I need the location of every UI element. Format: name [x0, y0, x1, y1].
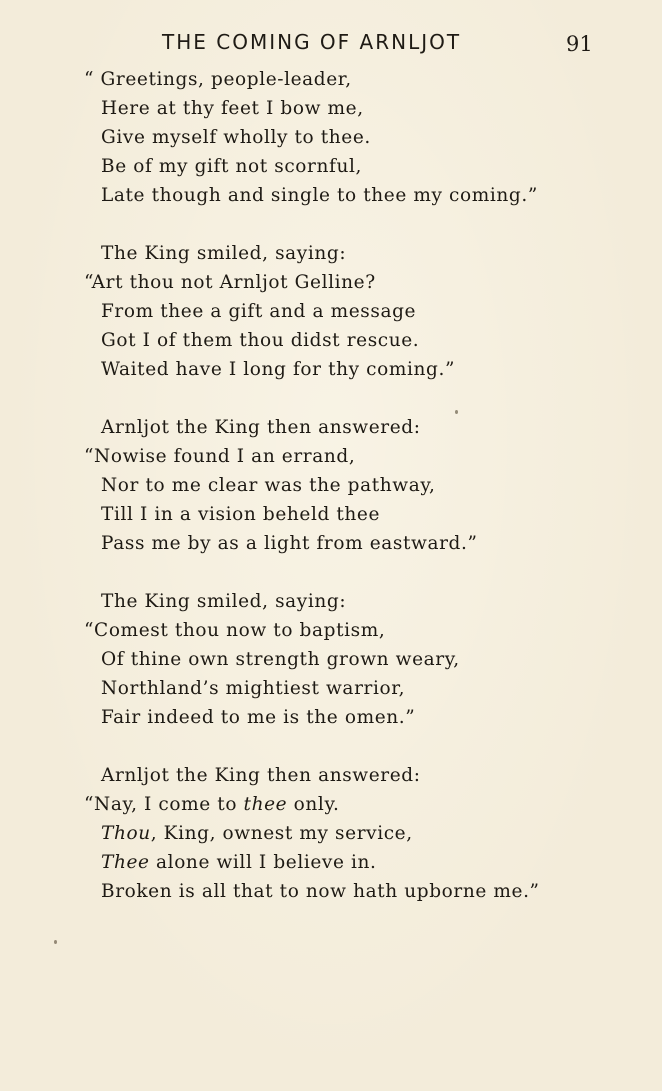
- verse-text: From thee a gift and a message: [101, 301, 417, 322]
- stanza: [0, 239, 662, 384]
- verse-text: Arnljot the King then answered:: [101, 417, 421, 438]
- verse-line: [0, 877, 662, 906]
- verse-line: [0, 616, 662, 645]
- verse-text: Be of my gift not scornful,: [101, 156, 362, 177]
- verse-text: Nor to me clear was the pathway,: [101, 475, 436, 496]
- verse-text: Late though and single to thee my coming.”: [101, 185, 538, 206]
- verse-line: [0, 239, 662, 268]
- verse-line: [0, 645, 662, 674]
- verse-text: “Nay, I come to: [84, 794, 244, 815]
- verse-line: [0, 65, 662, 94]
- verse-line: [0, 500, 662, 529]
- verse-text: only.: [287, 794, 340, 815]
- verse-text: Here at thy feet I bow me,: [101, 98, 364, 119]
- running-title: THE COMING OF ARNLJOT: [162, 30, 462, 54]
- verse-line: [0, 819, 662, 848]
- verse-line: [0, 587, 662, 616]
- verse-text: Broken is all that to now hath upborne me.”: [101, 881, 540, 902]
- running-head: [0, 30, 662, 60]
- verse-line: [0, 703, 662, 732]
- verse-text: “Nowise found I an errand,: [84, 446, 356, 467]
- italic-word: thee: [243, 794, 288, 815]
- verse-line: [0, 790, 662, 819]
- verse-text: “Art thou not Arnljot Gelline?: [84, 272, 376, 293]
- verse-line: [0, 442, 662, 471]
- verse-line: [0, 326, 662, 355]
- verse-line: [0, 471, 662, 500]
- verse-line: [0, 268, 662, 297]
- verse-text: Till I in a vision beheld thee: [101, 504, 381, 525]
- verse-text: Pass me by as a light from eastward.”: [101, 533, 478, 554]
- stanza: [0, 65, 662, 210]
- verse-text: The King smiled, saying:: [101, 243, 347, 264]
- verse-text: , King, ownest my service,: [150, 823, 413, 844]
- verse-text: The King smiled, saying:: [101, 591, 347, 612]
- poem: [0, 65, 662, 935]
- verse-text: alone will I believe in.: [149, 852, 377, 873]
- verse-text: Waited have I long for thy coming.”: [101, 359, 456, 380]
- verse-text: Northland’s mightiest warrior,: [101, 678, 406, 699]
- stanza: [0, 587, 662, 732]
- verse-line: [0, 529, 662, 558]
- paper-speck: [455, 410, 458, 414]
- verse-line: [0, 674, 662, 703]
- paper-speck: [54, 940, 57, 944]
- verse-text: Fair indeed to me is the omen.”: [101, 707, 416, 728]
- verse-text: “ Greetings, people-leader,: [84, 69, 352, 90]
- verse-line: [0, 181, 662, 210]
- verse-line: [0, 355, 662, 384]
- verse-line: [0, 152, 662, 181]
- verse-line: [0, 94, 662, 123]
- verse-line: [0, 761, 662, 790]
- italic-word: Thou: [101, 823, 151, 844]
- stanza: [0, 413, 662, 558]
- verse-text: Arnljot the King then answered:: [101, 765, 421, 786]
- stanza: [0, 761, 662, 906]
- verse-text: Of thine own strength grown weary,: [101, 649, 460, 670]
- verse-text: Give myself wholly to thee.: [101, 127, 371, 148]
- verse-line: [0, 413, 662, 442]
- italic-word: Thee: [101, 852, 150, 873]
- verse-line: [0, 123, 662, 152]
- verse-line: [0, 297, 662, 326]
- verse-text: Got I of them thou didst rescue.: [101, 330, 420, 351]
- verse-line: [0, 848, 662, 877]
- page-number: 91: [566, 32, 593, 56]
- verse-text: “Comest thou now to baptism,: [84, 620, 386, 641]
